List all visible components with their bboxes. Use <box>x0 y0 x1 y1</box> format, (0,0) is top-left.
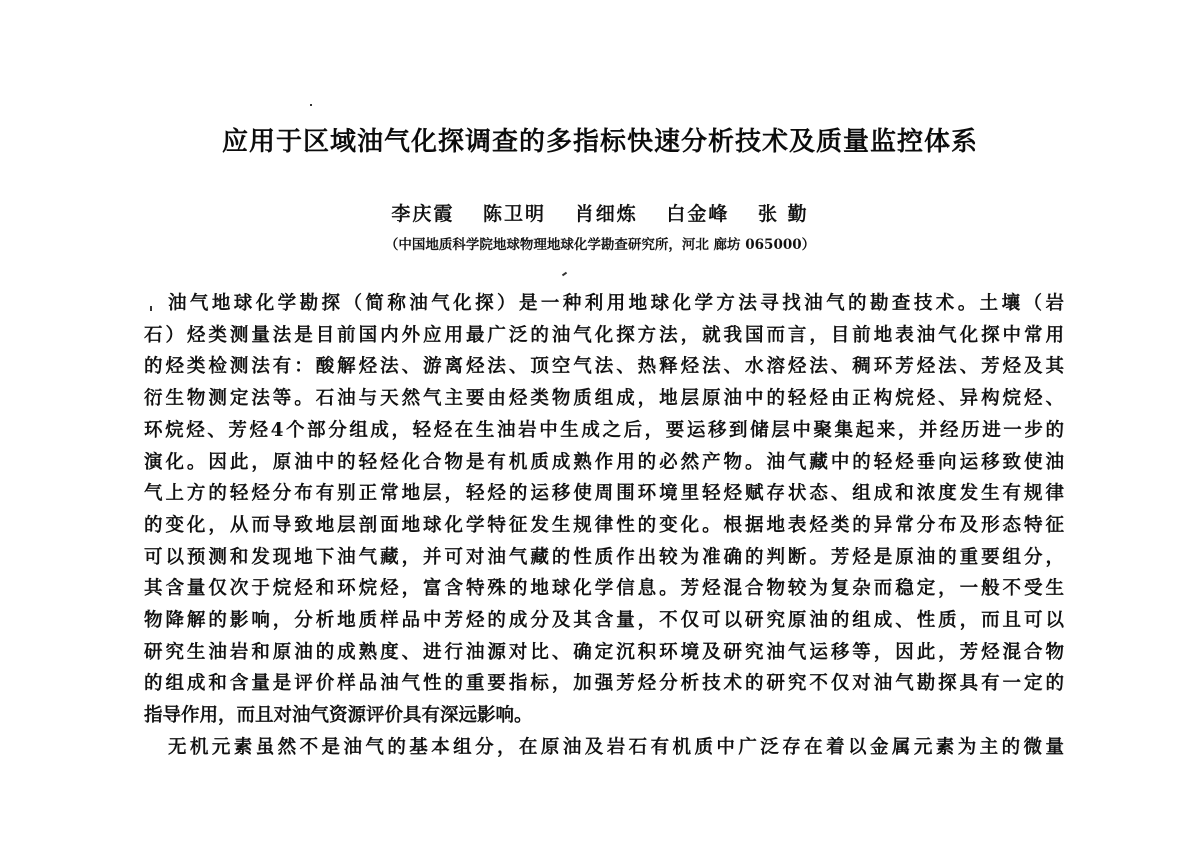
text-line: 环烷烃、芳烃4个部分组成，轻烃在生油岩中生成之后，要运移到储层中聚集起来，并经历进一步的 <box>144 419 1064 441</box>
author-name: 陈卫明 <box>483 203 547 225</box>
text-line: 物降解的影响，分析地质样品中芳烃的成分及其含量，不仅可以研究原油的组成、性质，而且可以 <box>144 610 1064 632</box>
text-line: 其含量仅次于烷烃和环烷烃，富含特殊的地球化学信息。芳烃混合物较为复杂而稳定，一般不受生 <box>144 578 1064 600</box>
scan-speck <box>562 272 567 277</box>
body-text <box>144 288 1064 764</box>
text-line: 的烃类检测法有：酸解烃法、游离烃法、顶空气法、热释烃法、水溶烃法、稠环芳烃法、芳烃及其 <box>144 356 1064 378</box>
text-line: 的变化，从而导致地层剖面地球化学特征发生规律性的变化。根据地表烃类的异常分布及形态特征 <box>144 514 1064 536</box>
text-line: 衍生物测定法等。石油与天然气主要由烃类物质组成，地层原油中的轻烃由正构烷烃、异构烷烃、 <box>144 388 1064 410</box>
text-line: 可以预测和发现地下油气藏，并可对油气藏的性质作出较为准确的判断。芳烃是原油的重要组分， <box>144 546 1064 568</box>
author-affiliation: （中国地质科学院地球物理地球化学勘查研究所，河北 廊坊 065000） <box>384 237 816 253</box>
author-list <box>0 199 1200 226</box>
text-line: 石）烃类测量法是目前国内外应用最广泛的油气化探方法，就我国而言，目前地表油气化探中常用 <box>144 324 1064 346</box>
paragraph <box>144 732 1064 764</box>
scan-speck <box>310 104 312 106</box>
author-name: 肖细炼 <box>574 203 638 225</box>
text-line: 无机元素虽然不是油气的基本组分，在原油及岩石有机质中广泛存在着以金属元素为主的微量 <box>168 736 1064 758</box>
text-line: 研究生油岩和原油的成熟度、进行油源对比、确定沉积环境及研究油气运移等，因此，芳烃混合物 <box>144 641 1064 663</box>
paper-title: 应用于区域油气化探调查的多指标快速分析技术及质量监控体系 <box>221 127 978 157</box>
text-line: 演化。因此，原油中的轻烃化合物是有机质成熟作用的必然产物。油气藏中的轻烃垂向运移致使油 <box>144 451 1064 473</box>
author-name: 张 勤 <box>757 203 809 225</box>
author-name: 白金峰 <box>666 203 730 225</box>
author-name: 李庆霞 <box>391 203 455 225</box>
paragraph <box>144 288 1064 732</box>
text-line: 气上方的轻烃分布有别正常地层，轻烃的运移使周围环境里轻烃赋存状态、组成和浓度发生有规律 <box>144 483 1064 505</box>
text-line: 油气地球化学勘探（简称油气化探）是一种利用地球化学方法寻找油气的勘查技术。土壤（岩 <box>168 293 1064 314</box>
text-line: 的组成和含量是评价样品油气性的重要指标，加强芳烃分析技术的研究不仅对油气勘探具有一定的 <box>144 673 1064 695</box>
text-line: 指导作用，而且对油气资源评价具有深远影响。 <box>144 705 533 727</box>
